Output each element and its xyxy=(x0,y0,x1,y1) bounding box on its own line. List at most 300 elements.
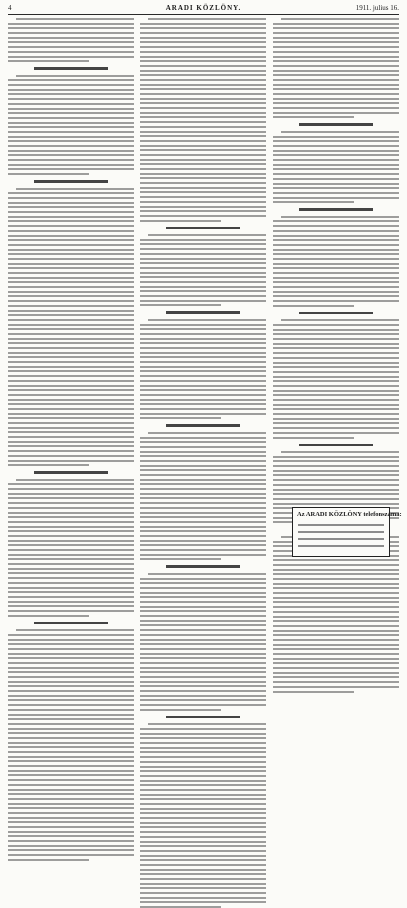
text-line xyxy=(140,196,266,198)
text-line xyxy=(273,352,399,354)
text-line xyxy=(140,483,266,485)
text-line xyxy=(140,601,266,603)
text-line xyxy=(140,775,266,777)
text-line xyxy=(273,474,399,476)
text-line xyxy=(298,524,384,526)
text-line xyxy=(140,154,266,156)
text-line xyxy=(140,822,266,824)
text-line xyxy=(8,544,134,546)
text-line xyxy=(273,201,354,203)
text-line xyxy=(8,450,134,452)
section-heading xyxy=(166,716,240,719)
text-line xyxy=(8,244,134,246)
text-line xyxy=(8,281,134,283)
text-line xyxy=(273,385,399,387)
text-line xyxy=(273,437,354,439)
text-line xyxy=(273,277,399,279)
text-line xyxy=(8,859,89,861)
text-line xyxy=(8,826,134,828)
text-line xyxy=(273,107,399,109)
text-line xyxy=(273,366,399,368)
text-line xyxy=(140,342,266,344)
text-line xyxy=(273,489,399,491)
text-line xyxy=(273,263,399,265)
text-line xyxy=(140,512,266,514)
text-line xyxy=(8,51,134,53)
text-line xyxy=(8,399,134,401)
telephone-notice-title: Az ARADI KÖZLÖNY telefonszáma: xyxy=(297,511,402,518)
text-line xyxy=(140,408,266,410)
text-line xyxy=(273,258,399,260)
text-line xyxy=(273,230,399,232)
text-line xyxy=(273,681,399,683)
text-line xyxy=(140,901,266,903)
text-line xyxy=(140,455,266,457)
text-line xyxy=(140,845,266,847)
text-line xyxy=(140,639,266,641)
text-line xyxy=(140,304,221,306)
text-line xyxy=(8,497,134,499)
section-heading xyxy=(166,227,240,230)
text-line xyxy=(16,629,134,631)
text-line xyxy=(140,681,266,683)
text-line xyxy=(140,606,266,608)
text-line xyxy=(8,591,134,593)
text-line xyxy=(273,578,399,580)
text-line xyxy=(140,121,266,123)
text-line xyxy=(140,554,266,556)
text-line xyxy=(273,413,399,415)
text-line xyxy=(140,375,266,377)
text-line xyxy=(8,756,134,758)
text-line xyxy=(298,545,384,547)
issue-date: 1911. julius 16. xyxy=(355,4,399,12)
text-line xyxy=(273,404,399,406)
text-line xyxy=(148,432,266,434)
text-line xyxy=(140,648,266,650)
text-line xyxy=(8,79,134,81)
text-line xyxy=(273,136,399,138)
text-line xyxy=(8,615,89,617)
text-line xyxy=(140,502,266,504)
text-line xyxy=(8,263,134,265)
text-line xyxy=(273,23,399,25)
text-line xyxy=(8,516,134,518)
text-line xyxy=(140,84,266,86)
text-line xyxy=(273,225,399,227)
text-line xyxy=(273,573,399,575)
text-line xyxy=(8,784,134,786)
text-line xyxy=(140,248,266,250)
text-line xyxy=(8,403,134,405)
text-line xyxy=(140,643,266,645)
text-line xyxy=(140,535,266,537)
text-line xyxy=(140,243,266,245)
text-line xyxy=(8,136,134,138)
text-line xyxy=(140,135,266,137)
text-line xyxy=(273,37,399,39)
text-line xyxy=(140,295,266,297)
text-line xyxy=(140,747,266,749)
column-3 xyxy=(273,18,402,561)
text-line xyxy=(273,295,399,297)
telephone-notice-box xyxy=(292,507,402,557)
text-line xyxy=(8,117,134,119)
text-line xyxy=(273,639,399,641)
text-line xyxy=(140,267,266,269)
text-line xyxy=(8,540,134,542)
text-line xyxy=(140,634,266,636)
text-line xyxy=(8,699,134,701)
text-line xyxy=(273,93,399,95)
text-line xyxy=(273,164,399,166)
text-line xyxy=(273,244,399,246)
text-line xyxy=(8,267,134,269)
text-line xyxy=(8,483,134,485)
text-line xyxy=(273,281,399,283)
text-line xyxy=(273,676,399,678)
text-line xyxy=(273,51,399,53)
text-line xyxy=(16,75,134,77)
text-line xyxy=(281,216,399,218)
text-line xyxy=(140,469,266,471)
text-line xyxy=(8,657,134,659)
text-line xyxy=(140,615,266,617)
text-line xyxy=(140,74,266,76)
text-line xyxy=(273,625,399,627)
text-line xyxy=(140,239,266,241)
text-line xyxy=(16,479,134,481)
text-line xyxy=(8,502,134,504)
text-line xyxy=(140,587,266,589)
text-line xyxy=(8,728,134,730)
text-line xyxy=(273,564,399,566)
text-line xyxy=(140,437,266,439)
text-line xyxy=(140,873,266,875)
text-line xyxy=(140,27,266,29)
text-line xyxy=(8,530,134,532)
text-line xyxy=(8,394,134,396)
section-heading xyxy=(34,471,108,474)
text-line xyxy=(140,32,266,34)
text-line xyxy=(140,798,266,800)
text-line xyxy=(8,549,134,551)
text-line xyxy=(140,624,266,626)
text-line xyxy=(8,314,134,316)
text-line xyxy=(140,869,266,871)
text-line xyxy=(8,352,134,354)
text-line xyxy=(8,60,89,62)
text-line xyxy=(140,159,266,161)
text-line xyxy=(273,183,399,185)
text-line xyxy=(140,737,266,739)
text-line xyxy=(140,352,266,354)
text-line xyxy=(140,131,266,133)
text-line xyxy=(8,145,134,147)
text-line xyxy=(273,116,354,118)
text-line xyxy=(16,18,134,20)
text-line xyxy=(140,446,266,448)
text-line xyxy=(8,235,134,237)
text-line xyxy=(273,371,399,373)
text-line xyxy=(140,88,266,90)
text-line xyxy=(8,126,134,128)
text-line xyxy=(8,455,134,457)
text-line xyxy=(140,878,266,880)
text-line xyxy=(8,56,134,58)
text-line xyxy=(273,357,399,359)
text-line xyxy=(8,46,134,48)
text-line xyxy=(8,220,134,222)
text-line xyxy=(273,644,399,646)
text-line xyxy=(273,667,399,669)
text-line xyxy=(8,192,134,194)
text-line xyxy=(273,235,399,237)
text-line xyxy=(8,333,134,335)
text-line xyxy=(273,390,399,392)
text-line xyxy=(140,709,221,711)
text-line xyxy=(273,347,399,349)
text-line xyxy=(273,460,399,462)
text-line xyxy=(8,803,134,805)
text-line xyxy=(8,131,134,133)
text-line xyxy=(140,107,266,109)
text-line xyxy=(8,389,134,391)
text-line xyxy=(273,333,399,335)
section-heading xyxy=(299,208,373,211)
text-line xyxy=(8,681,134,683)
text-line xyxy=(140,695,266,697)
text-line xyxy=(8,840,134,842)
text-line xyxy=(140,338,266,340)
text-line xyxy=(140,60,266,62)
text-line xyxy=(8,305,134,307)
text-line xyxy=(148,573,266,575)
column-1 xyxy=(8,18,134,561)
text-line xyxy=(273,432,399,434)
text-line xyxy=(140,328,266,330)
text-line xyxy=(273,672,399,674)
text-line xyxy=(8,253,134,255)
text-line xyxy=(273,616,399,618)
text-line xyxy=(273,46,399,48)
text-line xyxy=(16,188,134,190)
text-line xyxy=(8,493,134,495)
text-line xyxy=(273,70,399,72)
text-line xyxy=(273,343,399,345)
text-line xyxy=(8,206,134,208)
text-line xyxy=(140,112,266,114)
text-line xyxy=(273,98,399,100)
text-line xyxy=(8,751,134,753)
text-line xyxy=(281,131,399,133)
text-line xyxy=(140,79,266,81)
text-line xyxy=(140,441,266,443)
text-line xyxy=(140,37,266,39)
text-line xyxy=(140,592,266,594)
text-line xyxy=(8,225,134,227)
text-line xyxy=(140,56,266,58)
text-line xyxy=(140,177,266,179)
text-line xyxy=(8,154,134,156)
text-line xyxy=(8,408,134,410)
text-line xyxy=(273,239,399,241)
text-line xyxy=(8,714,134,716)
text-line xyxy=(8,239,134,241)
text-line xyxy=(8,150,134,152)
text-line xyxy=(281,319,399,321)
text-line xyxy=(8,93,134,95)
text-line xyxy=(273,470,399,472)
text-line xyxy=(281,451,399,453)
text-line xyxy=(140,690,266,692)
text-line xyxy=(273,178,399,180)
text-line xyxy=(273,27,399,29)
text-line xyxy=(273,300,399,302)
text-line xyxy=(140,356,266,358)
text-line xyxy=(140,451,266,453)
text-line xyxy=(273,648,399,650)
text-line xyxy=(148,18,266,20)
text-line xyxy=(140,215,266,217)
text-line xyxy=(273,658,399,660)
newspaper-title: ARADI KÖZLÖNY. xyxy=(165,4,242,12)
text-line xyxy=(140,578,266,580)
text-line xyxy=(8,168,134,170)
section-heading xyxy=(34,180,108,183)
text-line xyxy=(140,93,266,95)
text-line xyxy=(140,324,266,326)
text-line xyxy=(8,821,134,823)
text-line xyxy=(8,577,134,579)
text-line xyxy=(8,587,134,589)
text-line xyxy=(8,122,134,124)
text-line xyxy=(8,793,134,795)
text-line xyxy=(8,831,134,833)
text-line xyxy=(8,671,134,673)
text-line xyxy=(140,465,266,467)
text-line xyxy=(273,456,399,458)
text-line xyxy=(8,356,134,358)
text-line xyxy=(8,709,134,711)
text-line xyxy=(8,32,134,34)
text-line xyxy=(8,427,134,429)
text-line xyxy=(8,737,134,739)
section-heading xyxy=(299,444,373,447)
text-line xyxy=(140,733,266,735)
text-line xyxy=(8,277,134,279)
text-line xyxy=(140,521,266,523)
text-line xyxy=(140,544,266,546)
text-line xyxy=(140,883,266,885)
text-line xyxy=(8,291,134,293)
text-line xyxy=(140,385,266,387)
text-line xyxy=(273,338,399,340)
text-line xyxy=(8,639,134,641)
text-line xyxy=(273,60,399,62)
text-line xyxy=(273,249,399,251)
text-line xyxy=(273,376,399,378)
text-line xyxy=(8,789,134,791)
text-line xyxy=(273,253,399,255)
text-line xyxy=(273,168,399,170)
text-line xyxy=(140,780,266,782)
text-line xyxy=(273,32,399,34)
text-line xyxy=(273,484,399,486)
text-line xyxy=(8,798,134,800)
text-line xyxy=(8,310,134,312)
text-line xyxy=(8,108,134,110)
text-line xyxy=(140,98,266,100)
text-line xyxy=(8,103,134,105)
text-line xyxy=(8,521,134,523)
text-line xyxy=(8,854,134,856)
text-line xyxy=(273,427,399,429)
column-2 xyxy=(140,18,266,561)
text-line xyxy=(140,140,266,142)
text-line xyxy=(8,324,134,326)
text-line xyxy=(8,554,134,556)
text-line xyxy=(273,408,399,410)
text-line xyxy=(8,230,134,232)
text-line xyxy=(140,370,266,372)
text-line xyxy=(273,620,399,622)
text-line xyxy=(140,704,266,706)
text-line xyxy=(8,488,134,490)
header-rule xyxy=(8,14,399,15)
text-line xyxy=(140,258,266,260)
text-line xyxy=(140,276,266,278)
text-line xyxy=(140,766,266,768)
text-line xyxy=(140,803,266,805)
text-line xyxy=(8,173,89,175)
text-line xyxy=(8,667,134,669)
text-line xyxy=(273,272,399,274)
text-line xyxy=(140,479,266,481)
text-line xyxy=(140,817,266,819)
text-line xyxy=(140,582,266,584)
text-line xyxy=(140,102,266,104)
section-heading xyxy=(166,424,240,427)
page-header xyxy=(8,3,399,13)
text-line xyxy=(8,643,134,645)
text-line xyxy=(140,667,266,669)
text-line xyxy=(140,610,266,612)
text-line xyxy=(140,51,266,53)
text-line xyxy=(8,417,134,419)
text-line xyxy=(273,394,399,396)
text-line xyxy=(140,699,266,701)
text-line xyxy=(8,723,134,725)
text-line xyxy=(140,65,266,67)
text-line xyxy=(8,760,134,762)
text-line xyxy=(8,845,134,847)
text-line xyxy=(140,41,266,43)
text-line xyxy=(8,770,134,772)
text-line xyxy=(140,116,266,118)
text-line xyxy=(140,530,266,532)
text-line xyxy=(8,732,134,734)
text-line xyxy=(8,159,134,161)
text-line xyxy=(8,605,134,607)
text-line xyxy=(140,808,266,810)
text-line xyxy=(8,441,134,443)
text-line xyxy=(140,206,266,208)
text-line xyxy=(140,290,266,292)
text-line xyxy=(140,629,266,631)
text-line xyxy=(140,493,266,495)
text-line xyxy=(273,102,399,104)
